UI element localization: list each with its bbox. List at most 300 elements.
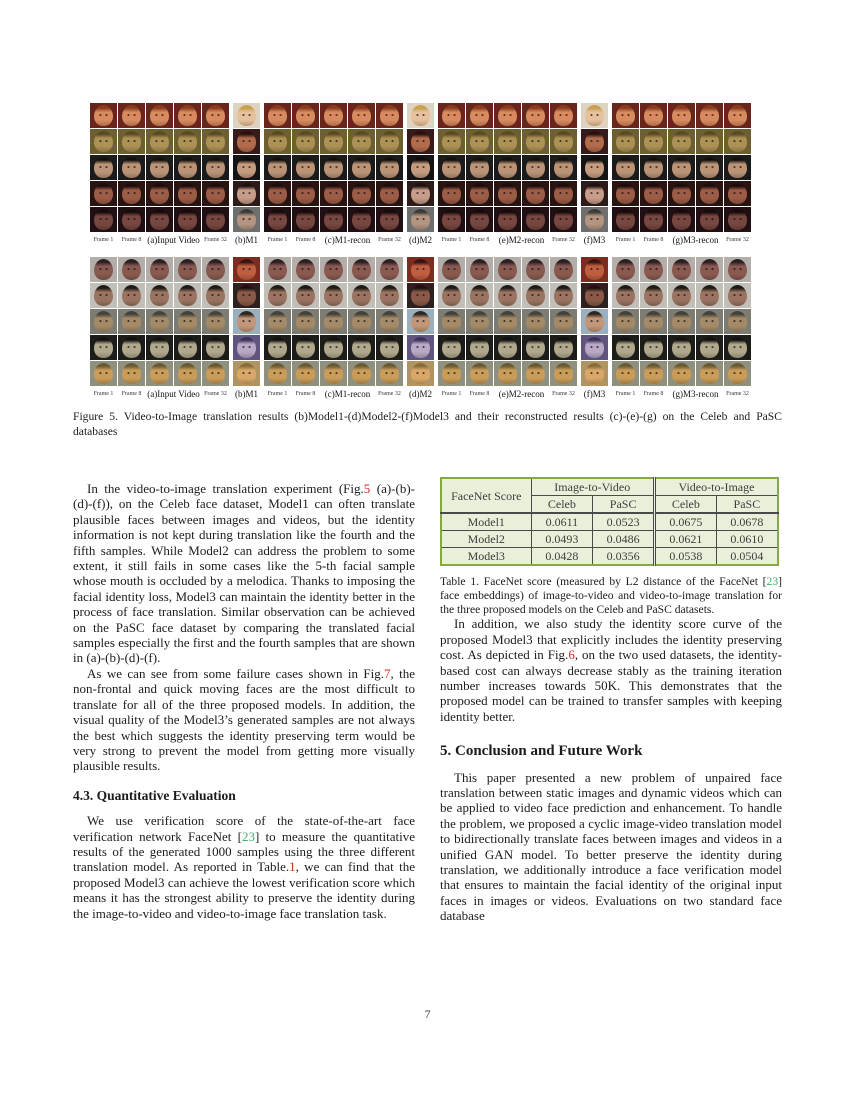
face-thumbnail: [550, 207, 577, 232]
face-thumbnail: [264, 309, 291, 334]
face-thumbnail: [612, 283, 639, 308]
frame-label: Frame 1: [93, 236, 114, 243]
subfigure-label: (c)M1-recon: [324, 388, 371, 399]
face-thumbnail: [146, 103, 173, 128]
frame-label: Frame 1: [441, 390, 462, 397]
frame-label: Frame 8: [643, 390, 664, 397]
face-thumbnail: [581, 207, 608, 232]
face-thumbnail: [724, 283, 751, 308]
face-thumbnail: [581, 129, 608, 154]
face-thumbnail: [724, 181, 751, 206]
face-thumbnail: [320, 181, 347, 206]
face-thumbnail: [438, 155, 465, 180]
face-thumbnail: [668, 207, 695, 232]
face-thumbnail: [348, 361, 375, 386]
face-thumbnail: [522, 181, 549, 206]
face-thumbnail: [174, 335, 201, 360]
table-cell: 0.0621: [655, 531, 717, 548]
face-thumbnail: [522, 207, 549, 232]
text-run: In the video-to-image translation experiment (Fig.: [87, 481, 364, 496]
face-thumbnail: [292, 283, 319, 308]
face-column: [233, 103, 260, 232]
face-thumbnail: [264, 335, 291, 360]
face-thumbnail: [146, 207, 173, 232]
face-thumbnail: [550, 181, 577, 206]
face-thumbnail: [581, 309, 608, 334]
face-thumbnail: [233, 155, 260, 180]
left-column: [73, 481, 415, 921]
face-thumbnail: [233, 361, 260, 386]
face-thumbnail: [407, 361, 434, 386]
frame-label: Frame 8: [295, 390, 316, 397]
face-thumbnail: [522, 103, 549, 128]
text-run: , the non-frontal and quick moving faces are the most difficult to translate for all of the three proposed models. In addition, the visual quality of the Model3’s generated samples are not always the best which suggests the identity preserving term would be very strong to prevent the model from getting more visually plausible results.: [73, 665, 415, 774]
face-thumbnail: [550, 309, 577, 334]
text-run: , on the two used datasets, the identity-based cost can always decrease stably as the training iteration number increases towards 50K. This demonstrates that the proposed model can be trained to transfer samples with keeping identity better.: [440, 647, 782, 724]
face-thumbnail: [612, 335, 639, 360]
figure-grid-group: [264, 103, 403, 246]
frame-label: Frame 1: [267, 236, 288, 243]
face-thumbnail: [696, 181, 723, 206]
face-grid: [612, 103, 751, 232]
face-thumbnail: [438, 207, 465, 232]
figure-group-labels: [264, 233, 403, 246]
face-thumbnail: [264, 207, 291, 232]
face-thumbnail: [376, 155, 403, 180]
table-group-header: Image-to-Video: [531, 478, 655, 496]
face-thumbnail: [376, 361, 403, 386]
figure-dataset-row: [90, 257, 751, 400]
figure-group-labels: [264, 387, 403, 400]
face-thumbnail: [407, 181, 434, 206]
figure-group-labels: [407, 233, 434, 246]
frame-label: Frame 32: [378, 236, 401, 243]
face-thumbnail: [550, 103, 577, 128]
face-thumbnail: [696, 283, 723, 308]
face-thumbnail: [90, 361, 117, 386]
face-thumbnail: [581, 257, 608, 282]
frame-label: Frame 1: [615, 236, 636, 243]
face-thumbnail: [668, 335, 695, 360]
face-thumbnail: [696, 257, 723, 282]
subfigure-label: (b)M1: [235, 388, 258, 399]
text-run: (a)-(b)-(d)-(f)), on the Celeb face dataset, Model1 can often translate plausible faces between images and videos, but the identity information is not kept during translation like the fourth and the fifth samples. While Model2 can address the problem to some extent, it still fails in some cases like the 5-th facial sample whose mouth is occluded by a melodica. Thanks to imposing the facial identity loss, Model3 can maintain the identity better in the process of face translation. Similar observation can be achieved on the PaSC face dataset by comparing the translated facial samples especially the first and the fourth samples that are shown in (a)-(b)-(d)-(f).: [73, 481, 415, 666]
face-thumbnail: [466, 103, 493, 128]
face-thumbnail: [174, 283, 201, 308]
face-thumbnail: [612, 361, 639, 386]
face-thumbnail: [90, 283, 117, 308]
table-corner-header: FaceNet Score: [441, 478, 531, 513]
face-thumbnail: [202, 129, 229, 154]
face-thumbnail: [550, 361, 577, 386]
face-thumbnail: [146, 283, 173, 308]
face-thumbnail: [202, 257, 229, 282]
face-thumbnail: [202, 283, 229, 308]
face-column: [407, 257, 434, 386]
face-thumbnail: [407, 207, 434, 232]
face-thumbnail: [612, 129, 639, 154]
figure-single-column-group: [407, 257, 434, 400]
frame-label: Frame 32: [204, 390, 227, 397]
subfigure-label: (a)Input Video: [147, 234, 200, 245]
face-grid: [612, 257, 751, 386]
table-row-label: Model2: [441, 531, 531, 548]
frame-label: Frame 1: [615, 390, 636, 397]
face-thumbnail: [724, 207, 751, 232]
face-thumbnail: [438, 257, 465, 282]
face-thumbnail: [233, 335, 260, 360]
face-thumbnail: [146, 361, 173, 386]
face-thumbnail: [640, 335, 667, 360]
face-thumbnail: [376, 335, 403, 360]
face-thumbnail: [581, 361, 608, 386]
face-thumbnail: [466, 181, 493, 206]
subfigure-label: (b)M1: [235, 234, 258, 245]
face-thumbnail: [292, 129, 319, 154]
face-thumbnail: [668, 103, 695, 128]
face-thumbnail: [696, 361, 723, 386]
face-thumbnail: [118, 129, 145, 154]
face-thumbnail: [376, 181, 403, 206]
face-thumbnail: [438, 181, 465, 206]
face-thumbnail: [550, 335, 577, 360]
face-thumbnail: [466, 257, 493, 282]
face-grid: [438, 103, 577, 232]
face-thumbnail: [264, 103, 291, 128]
face-thumbnail: [320, 335, 347, 360]
right-column: [440, 477, 782, 924]
paragraph: [73, 813, 415, 921]
face-thumbnail: [118, 103, 145, 128]
subfigure-label: (g)M3-recon: [672, 234, 719, 245]
face-thumbnail: [233, 309, 260, 334]
table-1-facenet-score: [440, 477, 779, 566]
face-thumbnail: [320, 207, 347, 232]
face-thumbnail: [376, 309, 403, 334]
frame-label: Frame 8: [469, 236, 490, 243]
face-thumbnail: [146, 257, 173, 282]
figure-single-column-group: [581, 103, 608, 246]
face-thumbnail: [376, 257, 403, 282]
face-thumbnail: [494, 129, 521, 154]
face-thumbnail: [550, 129, 577, 154]
face-thumbnail: [90, 207, 117, 232]
face-thumbnail: [320, 283, 347, 308]
face-thumbnail: [264, 283, 291, 308]
face-thumbnail: [202, 207, 229, 232]
face-thumbnail: [494, 257, 521, 282]
face-thumbnail: [292, 155, 319, 180]
face-thumbnail: [292, 257, 319, 282]
face-column: [407, 103, 434, 232]
face-thumbnail: [90, 335, 117, 360]
face-thumbnail: [522, 361, 549, 386]
inline-reference: 1: [289, 859, 296, 875]
frame-label: Frame 32: [204, 236, 227, 243]
face-thumbnail: [466, 361, 493, 386]
frame-label: Frame 1: [441, 236, 462, 243]
subfigure-label: (f)M3: [583, 234, 606, 245]
face-thumbnail: [522, 257, 549, 282]
face-thumbnail: [640, 309, 667, 334]
face-thumbnail: [407, 283, 434, 308]
face-thumbnail: [612, 155, 639, 180]
text-run: In addition, we also study the identity score curve of the proposed Model3 that explicitly includes the identity preserving cost. As depicted in Fig.: [440, 616, 782, 663]
face-thumbnail: [438, 129, 465, 154]
text-run: , we can find that the proposed Model3 can achieve the lowest verification score which means it has the strongest ability to preserve the identity during the image-to-video and video-to-image face translation task.: [73, 859, 415, 921]
figure-group-labels: [438, 387, 577, 400]
face-thumbnail: [696, 309, 723, 334]
paragraph: [73, 481, 415, 666]
face-thumbnail: [202, 155, 229, 180]
face-grid: [264, 257, 403, 386]
subfigure-label: (e)M2-recon: [498, 388, 545, 399]
face-thumbnail: [640, 155, 667, 180]
frame-label: Frame 8: [469, 390, 490, 397]
face-thumbnail: [264, 155, 291, 180]
face-thumbnail: [668, 361, 695, 386]
face-thumbnail: [233, 181, 260, 206]
face-thumbnail: [233, 129, 260, 154]
figure-single-column-group: [407, 103, 434, 246]
face-thumbnail: [264, 129, 291, 154]
section-heading-quantitative-evaluation: 4.3. Quantitative Evaluation: [73, 787, 236, 803]
face-thumbnail: [668, 309, 695, 334]
table-cell: 0.0538: [655, 548, 717, 566]
face-thumbnail: [174, 257, 201, 282]
table-1-body: [441, 513, 778, 565]
face-column: [233, 257, 260, 386]
face-thumbnail: [320, 257, 347, 282]
figure-grid-group: [90, 257, 229, 400]
frame-label: Frame 8: [121, 236, 142, 243]
face-thumbnail: [118, 181, 145, 206]
subfigure-label: (e)M2-recon: [498, 234, 545, 245]
face-thumbnail: [581, 103, 608, 128]
table-row: [441, 548, 778, 566]
face-thumbnail: [292, 335, 319, 360]
face-thumbnail: [696, 155, 723, 180]
figure-single-column-group: [233, 257, 260, 400]
face-thumbnail: [146, 181, 173, 206]
face-thumbnail: [466, 129, 493, 154]
face-thumbnail: [522, 283, 549, 308]
paragraph: This paper presented a new problem of unpaired face translation between static images and dynamic videos which can be applied to video face prediction and enhancement. To handle the problem, we proposed a cyclic image-video translation model to bidirectionally translate faces between images and videos in a unified GAN model. To better preserve the identity during translation, we additionally introduce a face verification model that ensures to maintain the facial identity of the original input faces in images or videos. Evaluations on two standard face database: [440, 769, 782, 924]
face-thumbnail: [494, 335, 521, 360]
face-thumbnail: [612, 181, 639, 206]
face-grid: [438, 257, 577, 386]
face-thumbnail: [640, 257, 667, 282]
section-heading-conclusion: 5. Conclusion and Future Work: [440, 743, 643, 760]
table-cell: 0.0493: [531, 531, 593, 548]
face-thumbnail: [550, 155, 577, 180]
face-thumbnail: [668, 181, 695, 206]
face-thumbnail: [407, 129, 434, 154]
face-thumbnail: [522, 129, 549, 154]
frame-label: Frame 8: [121, 390, 142, 397]
face-thumbnail: [233, 103, 260, 128]
face-thumbnail: [696, 129, 723, 154]
face-thumbnail: [90, 155, 117, 180]
face-thumbnail: [581, 155, 608, 180]
face-thumbnail: [612, 309, 639, 334]
face-thumbnail: [348, 155, 375, 180]
face-thumbnail: [640, 181, 667, 206]
figure-grid-group: [438, 257, 577, 400]
face-thumbnail: [438, 283, 465, 308]
face-thumbnail: [466, 207, 493, 232]
text-run: ] face embeddings) of image-to-video and video-to-image translation for the three proposed models on the Celeb and PaSC datasets.: [440, 575, 782, 616]
face-thumbnail: [174, 181, 201, 206]
figure-group-labels: [90, 233, 229, 246]
inline-reference: 23: [766, 575, 779, 588]
face-thumbnail: [90, 309, 117, 334]
subfigure-label: (c)M1-recon: [324, 234, 371, 245]
figure-grid-group: [438, 103, 577, 246]
face-thumbnail: [522, 155, 549, 180]
face-thumbnail: [320, 129, 347, 154]
face-thumbnail: [438, 103, 465, 128]
face-thumbnail: [581, 283, 608, 308]
inline-reference: 6: [568, 647, 575, 663]
page-number: 7: [424, 1007, 431, 1021]
figure-group-labels: [407, 387, 434, 400]
frame-label: Frame 1: [267, 390, 288, 397]
face-thumbnail: [550, 257, 577, 282]
face-thumbnail: [724, 103, 751, 128]
face-column: [581, 257, 608, 386]
table-cell: 0.0675: [655, 513, 717, 531]
face-thumbnail: [202, 361, 229, 386]
face-thumbnail: [292, 103, 319, 128]
face-thumbnail: [146, 155, 173, 180]
frame-label: Frame 8: [643, 236, 664, 243]
figure-grid-group: [612, 257, 751, 400]
face-thumbnail: [522, 309, 549, 334]
face-thumbnail: [233, 283, 260, 308]
face-thumbnail: [438, 335, 465, 360]
subfigure-label: (g)M3-recon: [672, 388, 719, 399]
table-cell: 0.0356: [593, 548, 655, 566]
table-cell: 0.0610: [716, 531, 778, 548]
figure-group-labels: [233, 387, 260, 400]
frame-label: Frame 1: [93, 390, 114, 397]
figure-5-caption: Figure 5. Video-to-Image translation results (b)Model1-(d)Model2-(f)Model3 and their reconstructed results (c)-(e)-(g) on the Celeb and PaSC databases: [73, 410, 782, 438]
table-subheader: Celeb: [655, 496, 717, 514]
face-thumbnail: [348, 257, 375, 282]
face-thumbnail: [146, 129, 173, 154]
face-thumbnail: [466, 283, 493, 308]
face-thumbnail: [320, 103, 347, 128]
face-thumbnail: [466, 309, 493, 334]
inline-reference: 5: [363, 481, 371, 496]
figure-grid-group: [264, 257, 403, 400]
face-thumbnail: [494, 361, 521, 386]
face-thumbnail: [320, 155, 347, 180]
figure-group-labels: [233, 233, 260, 246]
frame-label: Frame 32: [726, 236, 749, 243]
face-thumbnail: [407, 257, 434, 282]
face-thumbnail: [264, 181, 291, 206]
face-thumbnail: [292, 207, 319, 232]
face-thumbnail: [264, 361, 291, 386]
face-thumbnail: [264, 257, 291, 282]
subfigure-label: (d)M2: [409, 234, 432, 245]
subfigure-label: (d)M2: [409, 388, 432, 399]
face-thumbnail: [640, 129, 667, 154]
figure-single-column-group: [581, 257, 608, 400]
figure-group-labels: [612, 387, 751, 400]
face-thumbnail: [522, 335, 549, 360]
face-thumbnail: [640, 283, 667, 308]
face-thumbnail: [668, 155, 695, 180]
face-thumbnail: [320, 309, 347, 334]
face-thumbnail: [292, 309, 319, 334]
face-thumbnail: [118, 335, 145, 360]
face-thumbnail: [494, 309, 521, 334]
face-thumbnail: [118, 283, 145, 308]
face-thumbnail: [466, 335, 493, 360]
face-thumbnail: [90, 257, 117, 282]
face-thumbnail: [640, 103, 667, 128]
table-1-caption: [440, 575, 782, 616]
table-row: [441, 513, 778, 531]
table-cell: 0.0428: [531, 548, 593, 566]
face-thumbnail: [202, 103, 229, 128]
figure-group-labels: [581, 387, 608, 400]
face-thumbnail: [724, 335, 751, 360]
face-thumbnail: [233, 257, 260, 282]
face-thumbnail: [174, 103, 201, 128]
text-run: We use verification score of the state-of-the-art face verification network FaceNet [: [73, 813, 415, 844]
face-column: [581, 103, 608, 232]
table-cell: 0.0611: [531, 513, 593, 531]
face-thumbnail: [348, 103, 375, 128]
face-thumbnail: [376, 283, 403, 308]
frame-label: Frame 32: [378, 390, 401, 397]
face-thumbnail: [494, 181, 521, 206]
table-row: [441, 531, 778, 548]
face-thumbnail: [494, 283, 521, 308]
figure-grid-group: [90, 103, 229, 246]
table-header-row: [441, 478, 778, 496]
face-thumbnail: [90, 103, 117, 128]
face-thumbnail: [668, 257, 695, 282]
text-run: Table 1. FaceNet score (measured by L2 distance of the FaceNet [: [440, 575, 767, 588]
text-run: As we can see from some failure cases shown in Fig.: [87, 665, 384, 681]
face-thumbnail: [724, 155, 751, 180]
face-thumbnail: [612, 103, 639, 128]
face-thumbnail: [118, 155, 145, 180]
face-thumbnail: [550, 283, 577, 308]
figure-dataset-row: [90, 103, 751, 246]
face-thumbnail: [640, 361, 667, 386]
frame-label: Frame 32: [726, 390, 749, 397]
figure-group-labels: [438, 233, 577, 246]
face-thumbnail: [376, 207, 403, 232]
figure-group-labels: [612, 233, 751, 246]
face-thumbnail: [724, 361, 751, 386]
table-row-label: Model1: [441, 513, 531, 531]
paragraph: [440, 616, 782, 724]
face-thumbnail: [581, 181, 608, 206]
face-grid: [90, 257, 229, 386]
figure-5-grids: [90, 103, 751, 411]
figure-grid-group: [612, 103, 751, 246]
paragraph: [73, 666, 415, 774]
face-thumbnail: [118, 257, 145, 282]
face-thumbnail: [466, 155, 493, 180]
